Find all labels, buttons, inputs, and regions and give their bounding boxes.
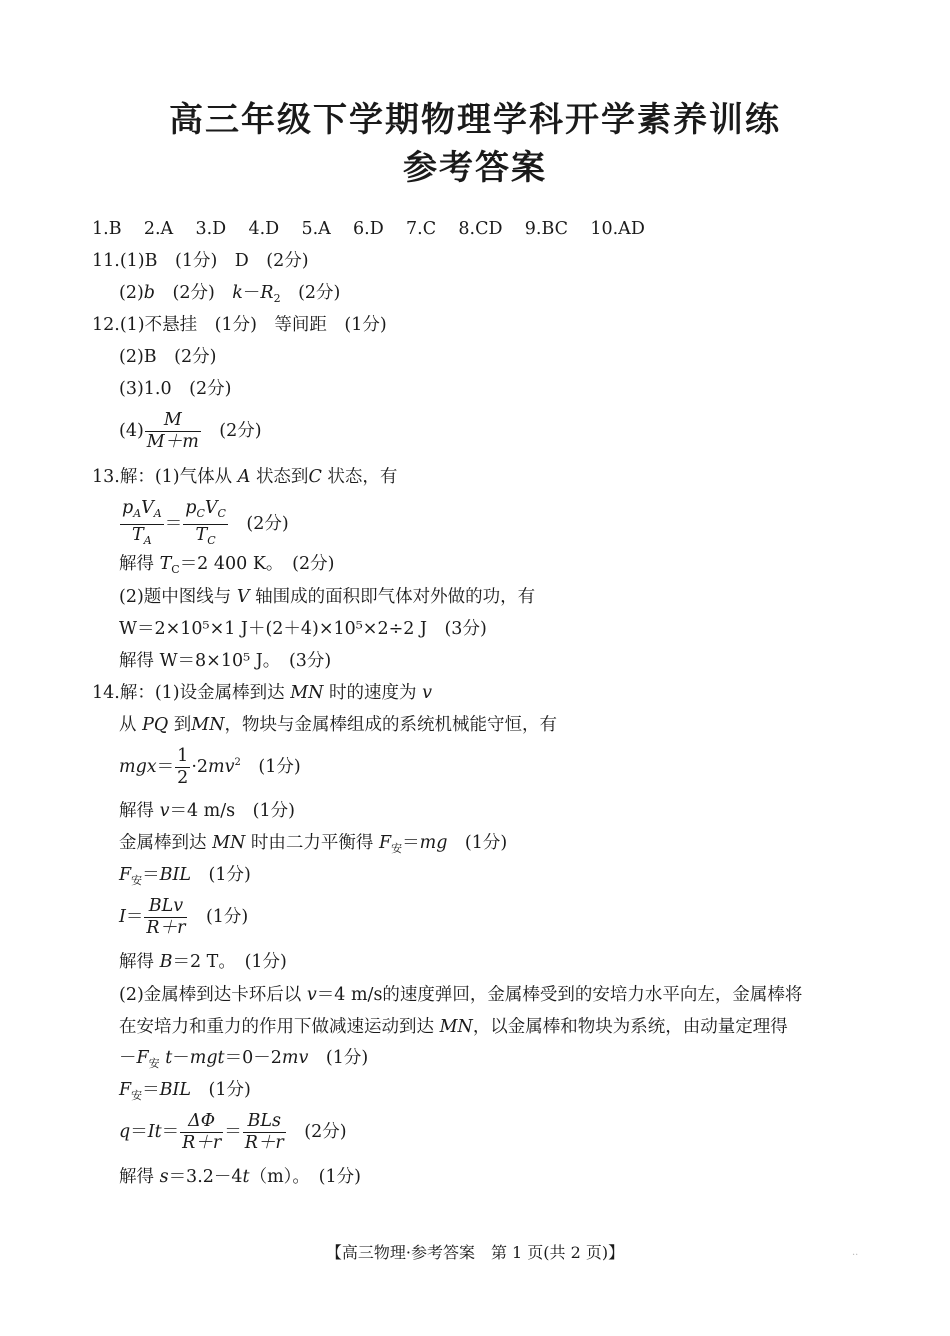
denominator: 2 [177,768,189,788]
q14-line-13 [119,1111,347,1154]
q11-line-2 [119,282,340,310]
mc-answer: 4.D [248,219,280,239]
denominator: R＋r [244,1133,284,1153]
denominator: R＋r [182,1133,222,1153]
q13-equation-1: $\frac{p_AV_A}{T_A}$ ＝ $\frac{p_CV_C}{T_C}$ (2分) [119,498,289,551]
text: 状态到 [255,467,309,487]
question-number: 13. [92,467,120,487]
q14-line-11 [119,1047,368,1075]
q13-line-4 [119,586,535,608]
subscript: C [171,563,180,576]
denominator: M＋m [146,432,199,452]
var: k [232,283,243,303]
var: v [159,801,170,821]
mc-answer: 3.D [195,219,227,239]
subscript: 安 [131,1089,143,1102]
text: － [119,1048,137,1068]
var: q [119,1122,131,1142]
text: (2分) [286,1122,347,1142]
fraction-right [183,498,228,551]
q13-line-3 [119,553,334,581]
numerator: ΔΦ [180,1111,223,1133]
var: mg [419,833,448,853]
text: 金属棒到达 [119,833,207,853]
mc-answer: 8.CD [458,219,503,239]
fraction [243,1111,286,1154]
text: (1分) [240,757,301,777]
text: (1分) [308,1048,369,1068]
q14-line-10 [119,1016,788,1038]
fraction [145,410,201,453]
q12-line-2: (2)B (2分) [119,347,217,367]
superscript: 2 [234,757,241,768]
text: 状态，有 [327,467,398,487]
mc-answer: 2.A [143,219,174,239]
q14-line-3 [119,746,301,789]
var: I [119,907,126,927]
text: 从 [119,715,137,735]
text: 解：(1)气体从 [119,467,233,487]
var: A [237,467,251,487]
var: MN [290,683,324,703]
subscript: 2 [273,292,281,305]
var: MN [212,833,246,853]
text: ＝4 m/s的速度弹回，金属棒受到的安培力水平向左，金属棒将 [316,985,803,1005]
text: ＝2 400 K。 (2分) [179,554,335,574]
q14-line-14 [119,1166,361,1188]
denominator: $T_C$ [195,525,216,547]
var: BIL [159,865,192,885]
q14-line-2 [119,714,557,736]
mc-answer: 9.BC [524,219,569,239]
text: ＝0－2 [224,1048,282,1068]
var: b [143,283,155,303]
text: (1)不悬挂 (1分) 等间距 (1分) [119,315,387,335]
question-number: 14. [92,683,120,703]
question-number: 11. [92,251,120,271]
denominator: R＋r [146,918,186,938]
text: 到 [173,715,192,735]
var: R [260,283,274,303]
var: B [159,952,173,972]
text: ＝ [142,865,160,885]
text: (2分) [201,421,262,441]
q14-line-5 [119,832,507,860]
mc-answer: 10.AD [590,219,645,239]
text: ，物块与金属棒组成的系统机械能守恒，有 [224,715,558,735]
text: ＝ [130,1122,148,1142]
var: mgt [189,1048,225,1068]
numerator: BLs [243,1111,286,1133]
denominator: $T_A$ [132,525,152,547]
var: mv [208,757,235,777]
text: ＝2 T。 (1分) [172,952,287,972]
var: F [378,833,392,853]
text: ，以金属棒和物块为系统，由动量定理得 [472,1017,788,1037]
text: (4) [119,421,144,441]
text: (1分) [191,1080,251,1100]
corner-mark: ·· [852,1250,859,1261]
fraction-left [120,498,164,551]
subscript: 安 [148,1057,160,1070]
var: BIL [159,1080,192,1100]
page-title: 高三年级下学期物理学科开学素养训练 [169,100,781,140]
text: (2)题中图线与 [119,587,232,607]
q12-line-1 [92,314,387,336]
question-number: 12. [92,315,120,335]
page-subtitle: 参考答案 [403,148,547,188]
text: ＝ [161,1122,180,1142]
var: v [422,683,432,703]
text: 解得 [119,801,154,821]
var: V [236,587,250,607]
q13-line-6: 解得 W＝8×10⁵ J。 (3分) [119,651,332,671]
text: (2) [119,283,144,303]
q14-line-4 [119,800,295,822]
q14-line-9 [119,984,802,1006]
text: ＝ [224,1122,242,1142]
mc-answer: 7.C [406,219,437,239]
page-footer: 【高三物理·参考答案 第 1 页(共 2 页)】 [325,1243,625,1262]
var: C [308,467,322,487]
numerator: BLv [144,896,187,918]
mc-answer: 6.D [353,219,384,239]
q13-line-1 [92,466,397,488]
q14-line-6 [119,864,251,892]
text: ＝ [156,757,175,777]
var: PQ [142,715,169,735]
score: (2分) [228,514,289,534]
numerator: $p_CV_C$ [183,498,228,525]
text: (2分) [280,283,341,303]
fraction [144,896,187,939]
q14-line-1 [92,682,432,704]
var: F [119,1080,132,1100]
q14-line-7 [119,896,248,939]
numerator: M [145,410,201,432]
numerator: 1 [177,746,189,766]
text: 时由二力平衡得 [250,833,374,853]
text: (1分) [191,865,251,885]
mc-answer: 5.A [301,219,331,239]
q12-line-4 [119,410,262,453]
text: (1分) [447,833,508,853]
text: 解：(1)设金属棒到达 [119,683,285,703]
text: (1分) [188,907,249,927]
text: ＝ [402,833,420,853]
mc-answer-row [92,218,645,240]
fraction [175,746,190,789]
mc-answer: 1.B [92,219,122,239]
text: 解得 [119,554,154,574]
text: 轴围成的面积即气体对外做的功，有 [255,587,536,607]
text: 解得 [119,952,154,972]
text: － [172,1048,190,1068]
var: MN [439,1017,473,1037]
var: t [159,1048,173,1068]
var: F [119,865,132,885]
var: T [159,554,172,574]
text: ·2 [191,757,209,777]
q14-line-12 [119,1079,251,1107]
var: F [136,1048,149,1068]
text: 解得 [119,1167,154,1187]
var: mgx [119,757,157,777]
q13-line-5: W＝2×10⁵×1 J＋(2＋4)×10⁵×2÷2 J (3分) [119,619,487,639]
q11-part1: (1)B (1分) D (2分) [119,251,309,271]
fraction [180,1111,223,1154]
subscript: 安 [391,842,403,855]
text: 在安培力和重力的作用下做减速运动到达 [119,1017,434,1037]
numerator: $p_AV_A$ [120,498,164,525]
text: － [242,283,261,303]
var: mv [281,1048,309,1068]
text: ＝ [125,907,144,927]
q14-line-8 [119,951,287,973]
text: ＝ [142,1080,160,1100]
subscript: 安 [131,874,143,887]
var: t [242,1167,250,1187]
var: It [147,1122,162,1142]
text: ＝3.2－4 [168,1167,243,1187]
text: 时的速度为 [329,683,417,703]
q12-line-3: (3)1.0 (2分) [119,379,232,399]
var: MN [191,715,225,735]
text: (2)金属棒到达卡环后以 [119,985,302,1005]
text: ＝4 m/s (1分) [169,801,295,821]
text: （m）。 (1分) [249,1167,361,1187]
q11-line-1 [92,250,309,272]
var: v [306,985,317,1005]
var: s [159,1167,169,1187]
text: (2分) [155,283,233,303]
